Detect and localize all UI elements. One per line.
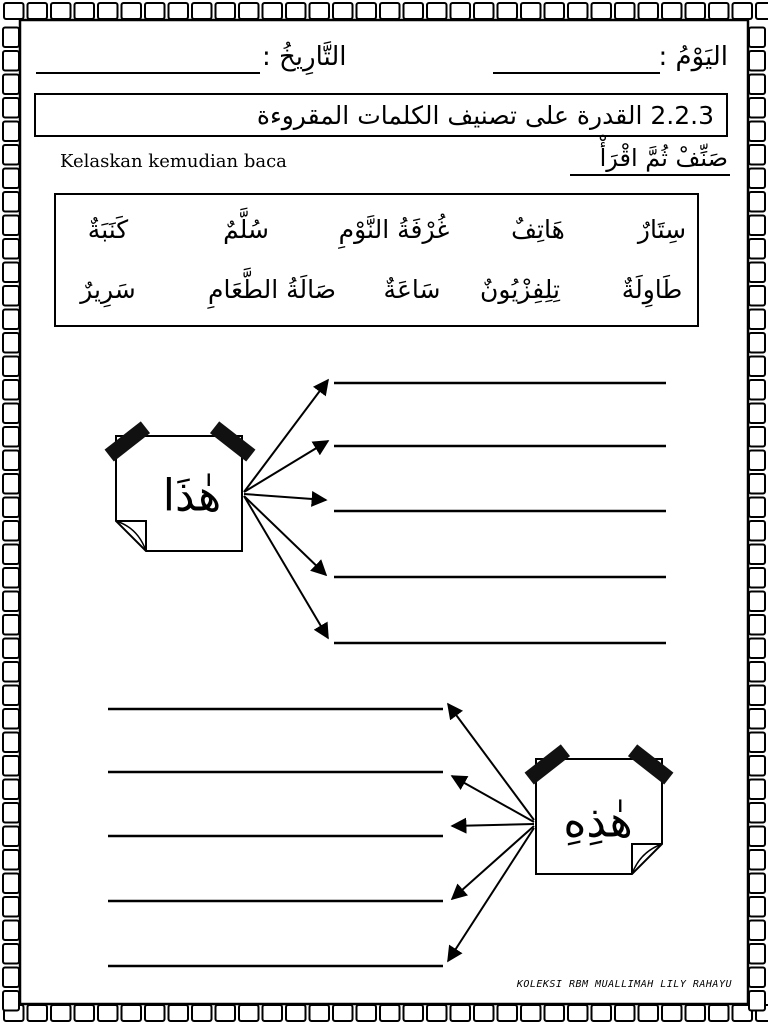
word-item: كَنَبَةٌ <box>87 215 129 244</box>
word-item: سَاعَةٌ <box>383 275 441 304</box>
note-label-hadha: هٰذَا <box>162 470 222 522</box>
arrow <box>448 828 534 961</box>
credit-text: KOLEKSI RBM MUALLIMAH LILY RAHAYU <box>516 979 732 990</box>
arrow <box>244 496 328 638</box>
word-item: هَاتِفٌ <box>511 215 565 244</box>
lesson-title: 2.2.3 القدرة على تصنيف الكلمات المقروءة <box>256 101 714 130</box>
arrow <box>244 380 328 492</box>
day-label: اليَوْمُ : <box>658 42 728 72</box>
word-item: سُلَّمٌ <box>223 215 269 244</box>
note-label-hadhihi: هٰذِهِ <box>563 796 633 848</box>
date-label: التَّارِيخُ : <box>262 42 347 72</box>
word-item: طَاوِلَةٌ <box>621 275 683 304</box>
word-item: صَالَةُ الطَّعَامِ <box>207 275 337 304</box>
arrow <box>452 826 534 899</box>
word-item: سَرِيرٌ <box>80 275 136 304</box>
arrow <box>452 776 534 822</box>
arrow <box>244 441 328 492</box>
word-item: غُرْفَةُ النَّوْمِ <box>338 215 450 244</box>
arrow <box>452 824 534 826</box>
word-item: تِلِفِزْيُونٌ <box>480 275 560 304</box>
word-item: سِتَارٌ <box>637 215 687 244</box>
arrow <box>244 494 326 500</box>
instruction-arabic: صَنِّفْ ثُمَّ اقْرَأْ <box>570 144 730 176</box>
arrow <box>244 496 326 575</box>
arrow <box>448 704 534 820</box>
instruction-malay: Kelaskan kemudian baca <box>60 151 287 172</box>
